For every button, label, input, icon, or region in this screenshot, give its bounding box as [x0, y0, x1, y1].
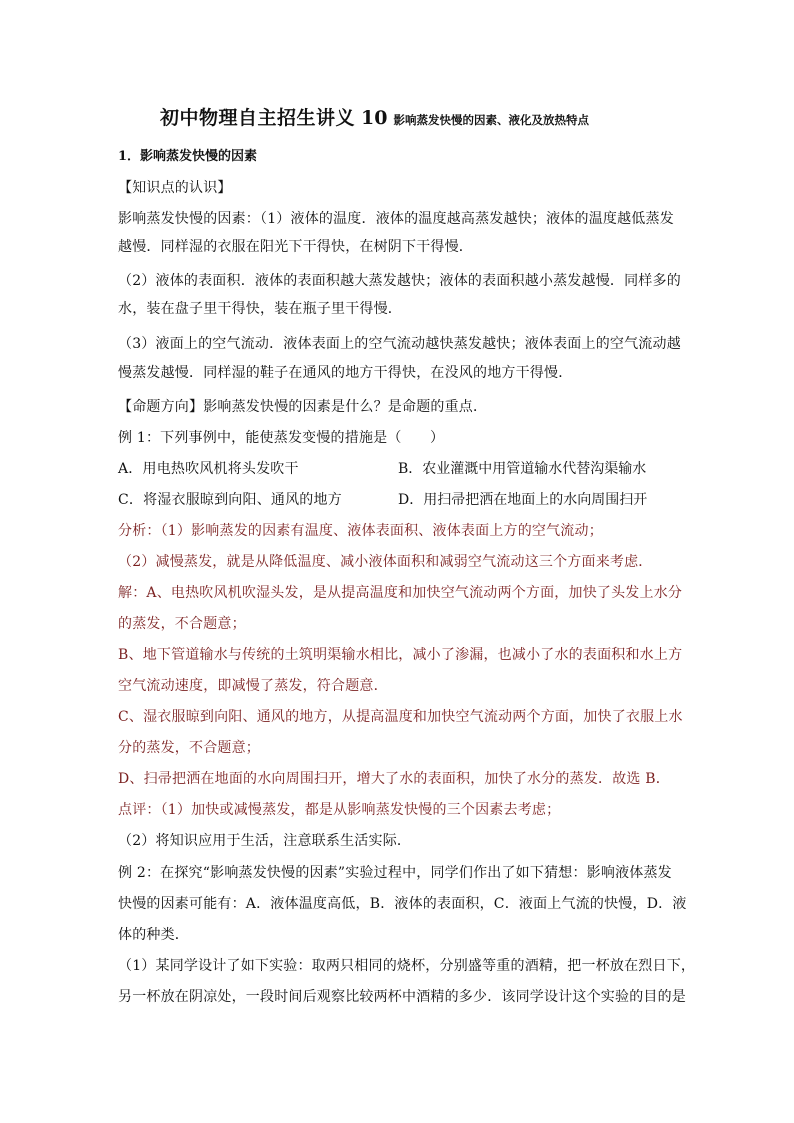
option-a: A．用电热吹风机将头发吹干 — [118, 461, 299, 477]
paragraph-line: 影响蒸发快慢的因素：（1）液体的温度．液体的温度越高蒸发越快；液体的温度越低蒸发 — [118, 211, 674, 227]
paragraph-line: 水，装在盘子里干得快，装在瓶子里干得慢． — [118, 301, 402, 317]
title-main: 初中物理自主招生讲义 — [160, 107, 356, 129]
knowledge-tag: 【知识点的认识】 — [118, 180, 232, 196]
title-number: 10 — [361, 107, 388, 129]
solution-line: B、地下管道输水与传统的土筑明渠输水相比，减小了渗漏，也减小了水的表面积和水上方 — [118, 647, 683, 663]
title-subtitle: 影响蒸发快慢的因素、液化及放热特点 — [393, 113, 589, 127]
paragraph-line: （3）液面上的空气流动．液体表面上的空气流动越快蒸发越快；液体表面上的空气流动越 — [118, 336, 681, 352]
section-heading: 1．影响蒸发快慢的因素 — [118, 149, 258, 164]
solution-line: 解：A、电热吹风机吹湿头发，是从提高温度和加快空气流动两个方面，加快了头发上水分 — [118, 585, 683, 601]
option-d: D．用扫帚把洒在地面上的水向周围扫开 — [398, 492, 648, 508]
example2-line: （1）某同学设计了如下实验：取两只相同的烧杯，分别盛等重的酒精，把一杯放在烈日下， — [118, 958, 696, 974]
analysis-line: （2）减慢蒸发，就是从降低温度、减小液体面积和减弱空气流动这三个方面来考虑． — [118, 554, 653, 570]
paragraph-line: （2）液体的表面积．液体的表面积越大蒸发越快；液体的表面积越小蒸发越慢．同样多的 — [118, 273, 681, 289]
paragraph-line: 越慢．同样湿的衣服在阳光下干得快，在树阴下干得慢． — [118, 239, 473, 255]
analysis-line: 分析：（1）影响蒸发的因素有温度、液体表面积、液体表面上方的空气流动； — [118, 523, 603, 539]
option-c: C．将湿衣服晾到向阳、通风的地方 — [118, 492, 342, 508]
example2-line: 例 2：在探究“影响蒸发快慢的因素”实验过程中，同学们作出了如下猜想：影响液体蒸发 — [118, 865, 672, 881]
solution-line: 空气流动速度，即减慢了蒸发，符合题意． — [118, 678, 388, 694]
paragraph-line: 慢蒸发越慢．同样湿的鞋子在通风的地方干得快，在没风的地方干得慢． — [118, 365, 573, 381]
comment-line: （2）将知识应用于生活，注意联系生活实际． — [118, 833, 412, 849]
direction-line: 【命题方向】影响蒸发快慢的因素是什么？是命题的重点． — [118, 399, 488, 415]
option-b: B．农业灌溉中用管道输水代替沟渠输水 — [398, 461, 647, 477]
example1-question: 例 1：下列事例中，能使蒸发变慢的措施是（ ） — [118, 430, 445, 446]
example2-line: 体的种类． — [118, 927, 189, 943]
solution-line: C、湿衣服晾到向阳、通风的地方，从提高温度和加快空气流动两个方面，加快了衣服上水 — [118, 709, 683, 725]
example2-line: 另一杯放在阴凉处，一段时间后观察比较两杯中酒精的多少．该同学设计这个实验的目的是 — [118, 989, 686, 1005]
comment-line: 点评：（1）加快或减慢蒸发，都是从影响蒸发快慢的三个因素去考虑； — [118, 802, 561, 818]
solution-line: D、扫帚把洒在地面的水向周围扫开，增大了水的表面积，加快了水分的蒸发．故选 B． — [118, 771, 670, 787]
document-title — [160, 103, 589, 130]
solution-line: 的蒸发，不合题意； — [118, 616, 246, 632]
solution-line: 分的蒸发，不合题意； — [118, 740, 260, 756]
example2-line: 快慢的因素可能有：A．液体温度高低，B．液体的表面积，C．液面上气流的快慢，D．液 — [118, 896, 687, 912]
